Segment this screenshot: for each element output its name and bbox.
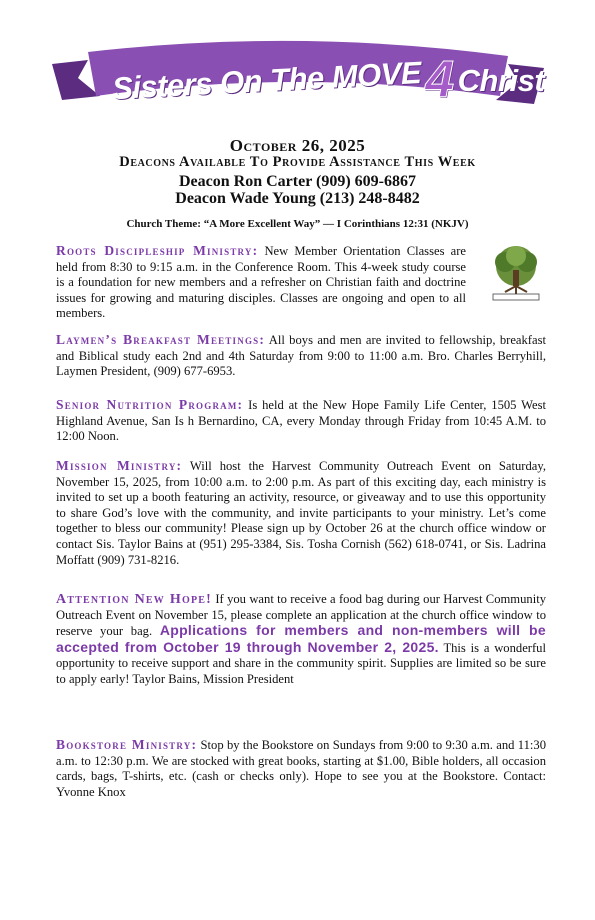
bookstore-body: Stop by the Bookstore on Sundays from 9:00 to 9:30 a.m. and 11:30 a.m. to 12:30 p.m. We are stocked with great books, starting at $1.00, Bible holders, all occasion cards, bags, T-shirts, etc. (cash or checks only). Hope to see you at the Bookstore. Contact: Yvonne Knox: [56, 738, 546, 799]
laymen-body: All boys and men are invited to fellowship, breakfast and Biblical study each 2nd and 4th Saturday from 9:00 to 11:00 a.m. Bro. Charles Berryhill, Laymen President, (909) 677-6953.: [56, 333, 546, 379]
senior-body: Is held at the New Hope Family Life Center, 1505 West Highland Avenue, San Is h Bernardino, CA, every Monday through Friday from 10:45 A.M. to 12:00 Noon.: [56, 398, 546, 444]
church-theme: Church Theme: “A More Excellent Way” — I Corinthians 12:31 (NKJV): [126, 218, 469, 230]
laymen-heading: Laymen’s Breakfast Meetings:: [56, 332, 266, 347]
attention-highlight: Applications for members and non-members will be accepted from October 19 through November 2, 2025.: [56, 622, 546, 655]
banner-text-part1: Sisters On The MOVE: [111, 54, 422, 107]
attention-body-1: If you want to receive a food bag during our Harvest Community Outreach Event on November 15, please complete an application at the church office window to reserve your bag.: [56, 592, 546, 639]
deacon-line-2: Deacon Wade Young (213) 248-8482: [175, 190, 420, 207]
laymen-breakfast-section: [56, 332, 546, 380]
tree-logo-icon: [487, 244, 545, 302]
roots-discipleship-section: [56, 243, 466, 322]
banner-number: 4: [425, 51, 454, 109]
senior-heading: Senior Nutrition Program:: [56, 397, 244, 412]
bulletin-date: October 26, 2025: [229, 136, 366, 155]
attention-heading: Attention New Hope!: [56, 592, 212, 607]
banner-title: [111, 50, 545, 110]
attention-body-2: This is a wonderful opportunity to receive support and share in the community spirit. Supplies are limited so be sure to apply early! Taylor Bains, Mission President: [56, 640, 546, 686]
mission-ministry-section: [56, 458, 546, 568]
attention-new-hope-section: [56, 592, 546, 688]
senior-nutrition-section: [56, 397, 546, 445]
bookstore-heading: Bookstore Ministry:: [56, 737, 198, 752]
mission-body: Will host the Harvest Community Outreach Event on Saturday, November 15, 2025, from 10:00 a.m. to 2:00 p.m. As part of this exciting day, each ministry is invited to set up a booth featuring an activity, resource, or giveaway and to use this opportunity to share God’s love with the community, and invite participants to your ministry. Let’s come together to bless our community! Please sign up by October 26 at the church office window or contact Sis. Taylor Bains at (951) 295-3384, Sis. Tosha Cornish (562) 618-0741, or Sis. Ladrina Moffatt (909) 731-8216.: [56, 459, 546, 567]
roots-body: New Member Orientation Classes are held from 8:30 to 9:15 a.m. in the Conference Room. This 4-week study course is a foundation for new members and a refresher on Christian faith and doctrine issues for growing and maturing disciples. Classes are ongoing and open to all members.: [56, 244, 466, 321]
roots-heading: Roots Discipleship Ministry:: [56, 243, 259, 258]
banner-text-part2: Christ: [457, 63, 545, 98]
bookstore-ministry-section: [56, 737, 546, 800]
deacon-line-1: Deacon Ron Carter (909) 609-6867: [179, 173, 416, 190]
mission-heading: Mission Ministry:: [56, 458, 183, 473]
deacons-heading: Deacons Available To Provide Assistance This Week: [119, 154, 476, 170]
